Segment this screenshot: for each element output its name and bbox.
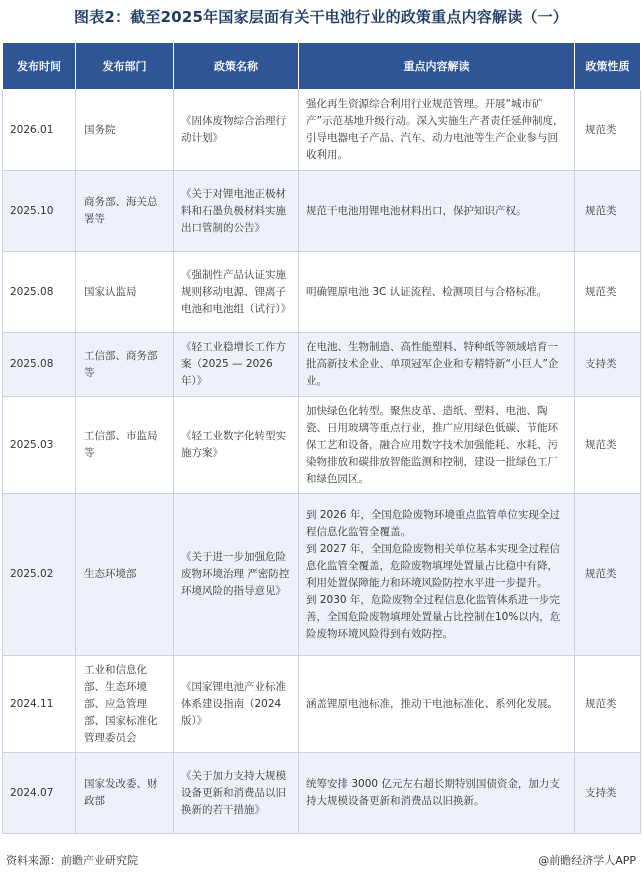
- content-line: 在电池、生物制造、高性能塑料、特种纸等领域培育一批高新技术企业、单项冠军企业和专精特新“小巨人”企业。: [306, 341, 559, 387]
- header-content: 重点内容解读: [299, 43, 575, 90]
- table-row: [3, 171, 641, 252]
- content-line: 统筹安排 3000 亿元左右超长期特别国债资金，加力支持大规模设备更新和消费品以旧换新。: [306, 778, 560, 807]
- cell-type: 规范类: [575, 397, 641, 494]
- cell-content: [299, 252, 575, 333]
- cell-type: 支持类: [575, 333, 641, 397]
- cell-dept: 工业和信息化部、生态环境部、应急管理部、国家标准化管理委员会: [76, 656, 174, 753]
- cell-dept: 国家认监局: [76, 252, 174, 333]
- cell-content: [299, 171, 575, 252]
- table-header-row: [3, 43, 641, 90]
- cell-type: 规范类: [575, 252, 641, 333]
- cell-name: 《国家锂电池产业标准体系建设指南（2024版）》: [174, 656, 299, 753]
- cell-dept: 工信部、市监局等: [76, 397, 174, 494]
- cell-content: [299, 494, 575, 656]
- content-line: 规范干电池用锂电池材料出口，保护知识产权。: [306, 204, 527, 217]
- cell-name: 《关于加力支持大规模设备更新和消费品以旧换新的若干措施》: [174, 753, 299, 834]
- header-dept: 发布部门: [76, 43, 174, 90]
- cell-type: 规范类: [575, 494, 641, 656]
- cell-date: 2025.08: [3, 333, 76, 397]
- table-row: [3, 656, 641, 753]
- cell-content: [299, 397, 575, 494]
- policy-table: [2, 42, 641, 834]
- content-line: 到 2027 年，全国危险废物相关单位基本实现全过程信息化监管全覆盖，危险废物填埋处置量占比稳中有降，利用处置保障能力和环境风险防控水平进一步提升。: [306, 542, 560, 589]
- cell-date: 2025.08: [3, 252, 76, 333]
- cell-date: 2024.07: [3, 753, 76, 834]
- cell-type: 规范类: [575, 656, 641, 753]
- cell-dept: 生态环境部: [76, 494, 174, 656]
- brand-credit: @前瞻经济学人APP: [538, 854, 636, 867]
- cell-date: 2025.03: [3, 397, 76, 494]
- content-line: 明确锂原电池 3C 认证流程、检测项目与合格标准。: [306, 285, 548, 298]
- cell-content: [299, 90, 575, 171]
- table-row: [3, 252, 641, 333]
- table-row: [3, 90, 641, 171]
- cell-type: 规范类: [575, 171, 641, 252]
- cell-name: 《轻工业数字化转型实施方案》: [174, 397, 299, 494]
- cell-dept: 国家发改委、财政部: [76, 753, 174, 834]
- cell-date: 2025.10: [3, 171, 76, 252]
- cell-content: [299, 753, 575, 834]
- table-row: [3, 397, 641, 494]
- cell-dept: 商务部、海关总署等: [76, 171, 174, 252]
- table-row: [3, 333, 641, 397]
- table-row: [3, 753, 641, 834]
- cell-dept: 国务院: [76, 90, 174, 171]
- cell-date: 2024.11: [3, 656, 76, 753]
- cell-name: 《固体废物综合治理行动计划》: [174, 90, 299, 171]
- source-note: 资料来源：前瞻产业研究院: [6, 854, 138, 867]
- content-line: 涵盖锂原电池标准，推动干电池标准化、系列化发展。: [306, 697, 558, 710]
- header-type: 政策性质: [575, 43, 641, 90]
- cell-type: 支持类: [575, 753, 641, 834]
- cell-date: 2025.02: [3, 494, 76, 656]
- content-line: 到 2030 年，危险废物全过程信息化监管体系进一步完善，全国危险废物填埋处置量占比控制在10%以内，危险废物环境风险得到有效防控。: [306, 593, 561, 640]
- cell-name: 《轻工业稳增长工作方案（2025 — 2026年）》: [174, 333, 299, 397]
- chart-title: 图表2：截至2025年国家层面有关干电池行业的政策重点内容解读（一）: [74, 8, 568, 26]
- cell-content: [299, 656, 575, 753]
- cell-date: 2026.01: [3, 90, 76, 171]
- header-name: 政策名称: [174, 43, 299, 90]
- cell-name: 《关于进一步加强危险废物环境治理 严密防控环境风险的指导意见》: [174, 494, 299, 656]
- cell-name: 《关于对锂电池正极材料和石墨负极材料实施出口管制的公告》: [174, 171, 299, 252]
- header-date: 发布时间: [3, 43, 76, 90]
- cell-content: [299, 333, 575, 397]
- table-row: [3, 494, 641, 656]
- content-line: 加快绿色化转型。聚焦皮革、造纸、塑料、电池、陶瓷、日用玻璃等重点行业，推广应用绿色低碳、节能环保工艺和设备，融合应用数字技术加强能耗、水耗、污染物排放和碳排放智能监测和控制，建设一批绿色工厂和绿色园区。: [306, 404, 558, 485]
- cell-dept: 工信部、商务部等: [76, 333, 174, 397]
- content-line: 到 2026 年，全国危险废物环境重点监管单位实现全过程信息化监管全覆盖。: [306, 508, 560, 538]
- cell-name: 《强制性产品认证实施规则移动电源、锂离子电池和电池组（试行）》: [174, 252, 299, 333]
- cell-type: 规范类: [575, 90, 641, 171]
- content-line: 强化再生资源综合利用行业规范管理。开展“城市矿产”示范基地升级行动。深入实施生产者责任延伸制度，引导电器电子产品、汽车、动力电池等生产企业参与回收利用。: [306, 98, 564, 161]
